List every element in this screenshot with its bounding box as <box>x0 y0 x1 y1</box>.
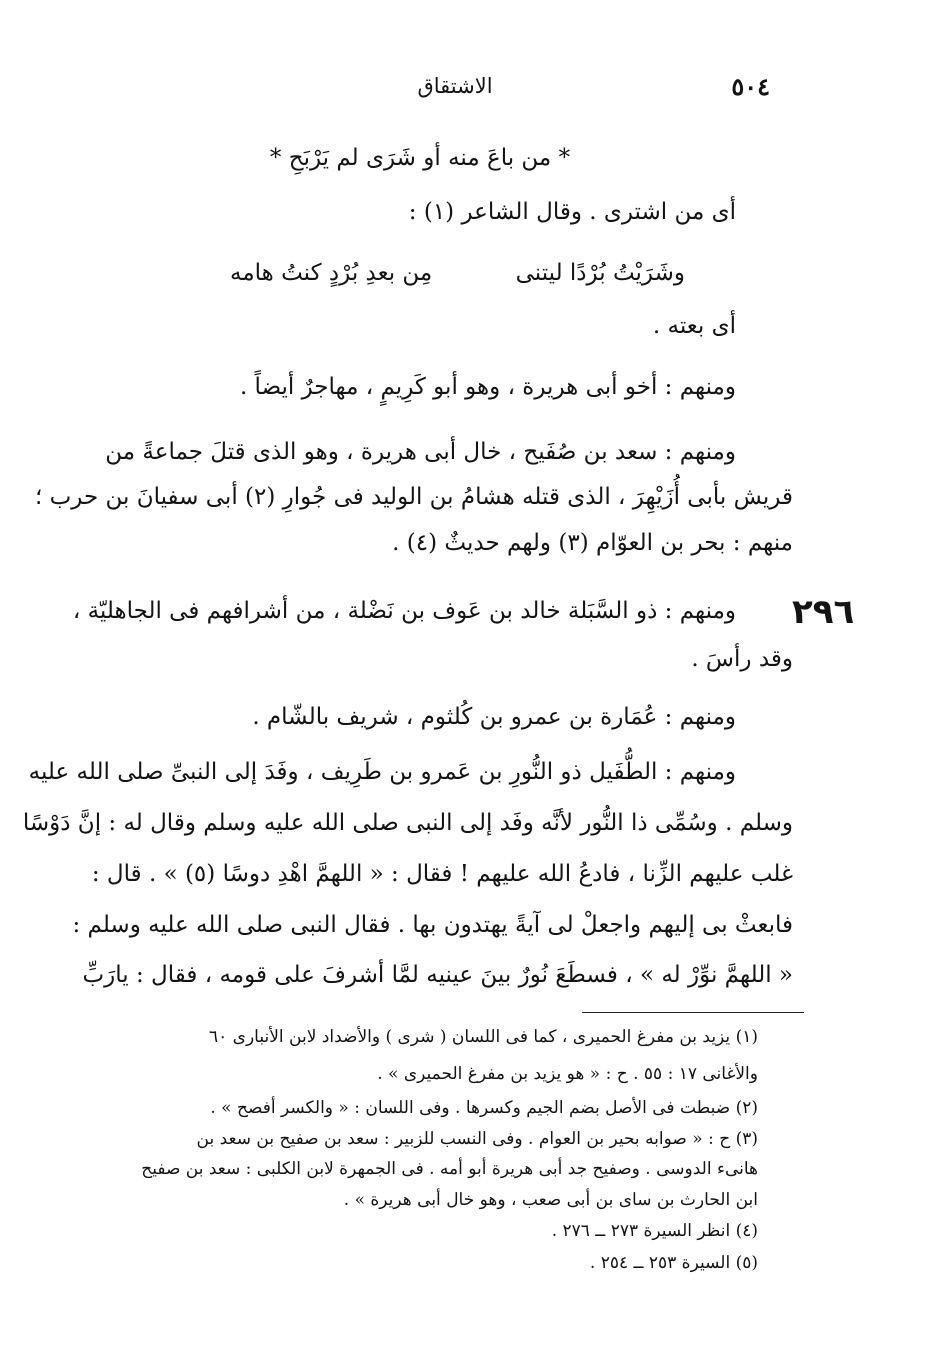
running-title: الاشتقاق <box>417 74 493 98</box>
footnote-3-line-3: ابن الحارث بن ساى بن أبى صعب ، وهو خال أبى هريرة » . <box>343 1190 758 1210</box>
text-line-13: وسلم . وسُمِّى ذا النُّور لأنَّه وفَد إلى النبى صلى الله عليه وسلم وقال له : إنَّ دَوْسًا <box>22 810 793 836</box>
text-line-9: ومنهم : ذو السَّبَلة خالد بن عَوف بن نَضْلة ، من أشرافهم فى الجاهليّة ، <box>72 598 736 624</box>
poetry-verse <box>230 258 685 290</box>
footnote-3-line-1: (٣) ح : « صوابه بحير بن العوام . وفى النسب للزبير : سعد بن صفيح بن سعد بن <box>196 1129 758 1149</box>
text-line-2: أى من اشترى . وقال الشاعر (١) : <box>408 199 736 225</box>
footnote-1-line-1: (١) يزيد بن مفرغ الحميرى ، كما فى اللسان ( شرى ) والأضداد لابن الأنبارى ٦٠ <box>209 1027 758 1047</box>
footnote-4: (٤) انظر السيرة ٢٧٣ ــ ٢٧٦ . <box>551 1221 758 1241</box>
text-line-15: فابعثْ بى إليهم واجعلْ لى آيةً يهتدون بها . فقال النبى صلى الله عليه وسلم : <box>72 912 793 938</box>
footnote-separator <box>582 1012 804 1013</box>
text-line-8: منهم : بحر بن العوّام (٣) ولهم حديثٌ (٤) . <box>392 530 793 556</box>
verse-first-hemistich: وشَرَيْتُ بُرْدًا ليتنى <box>515 260 685 286</box>
text-line-14: غلب عليهم الزِّنا ، فادعُ الله عليهم ! فقال : « اللهمَّ اهْدِ دوسًا (٥) » . قال : <box>91 861 793 887</box>
text-line-12: ومنهم : الطُّفَيل ذو النُّورِ بن عَمرو بن طَرِيف ، وفَدَ إلى النبىِّ صلى الله عليه <box>28 759 736 785</box>
text-line-5: ومنهم : أخو أبى هريرة ، وهو أبو كَرِيمٍ ، مهاجرٌ أيضاً . <box>239 374 736 400</box>
page-number: ٥٠٤ <box>731 72 770 101</box>
verse-second-hemistich: مِن بعدِ بُرْدٍ كنتُ هامه <box>230 260 433 286</box>
footnote-1-line-2: والأغانى ١٧ : ٥٥ . ح : « هو يزيد بن مفرغ الحميرى » . <box>377 1064 758 1084</box>
text-line-10: وقد رأسَ . <box>691 646 793 672</box>
text-line-4: أى بعته . <box>652 313 736 339</box>
footnote-5: (٥) السيرة ٢٥٣ ــ ٢٥٤ . <box>589 1253 758 1273</box>
text-line-16: « اللهمَّ نوِّرْ له » ، فسطَعَ نُورٌ بينَ عينيه لمَّا أشرفَ على قومه ، فقال : يارَبِّ <box>82 962 793 988</box>
marginal-number: ٢٩٦ <box>792 592 855 632</box>
page-header <box>140 72 770 102</box>
text-line-6: ومنهم : سعد بن صُفَيح ، خال أبى هريرة ، وهو الذى قتلَ جماعةً من <box>105 439 736 465</box>
footnote-3-line-2: هانىء الدوسى . وصفيح جد أبى هريرة أبو أمه . فى الجمهرة لابن الكلبى : سعد بن صفيح <box>141 1159 758 1179</box>
text-line-11: ومنهم : عُمَارة بن عمرو بن كُلثوم ، شريف بالشّام . <box>252 704 736 730</box>
text-line-7: قريش بأبى أُزَيْهِرَ ، الذى قتله هشامُ بن الوليد فى جُوارِ (٢) أبى سفيانَ بن حرب ؛ <box>34 484 793 510</box>
quoted-hemistich: * من باعَ منه أو شَرَى لم يَرْبَحِ * <box>269 145 571 171</box>
footnote-2: (٢) ضبطت فى الأصل بضم الجيم وكسرها . وفى اللسان : « والكسر أفصح » . <box>210 1098 758 1118</box>
